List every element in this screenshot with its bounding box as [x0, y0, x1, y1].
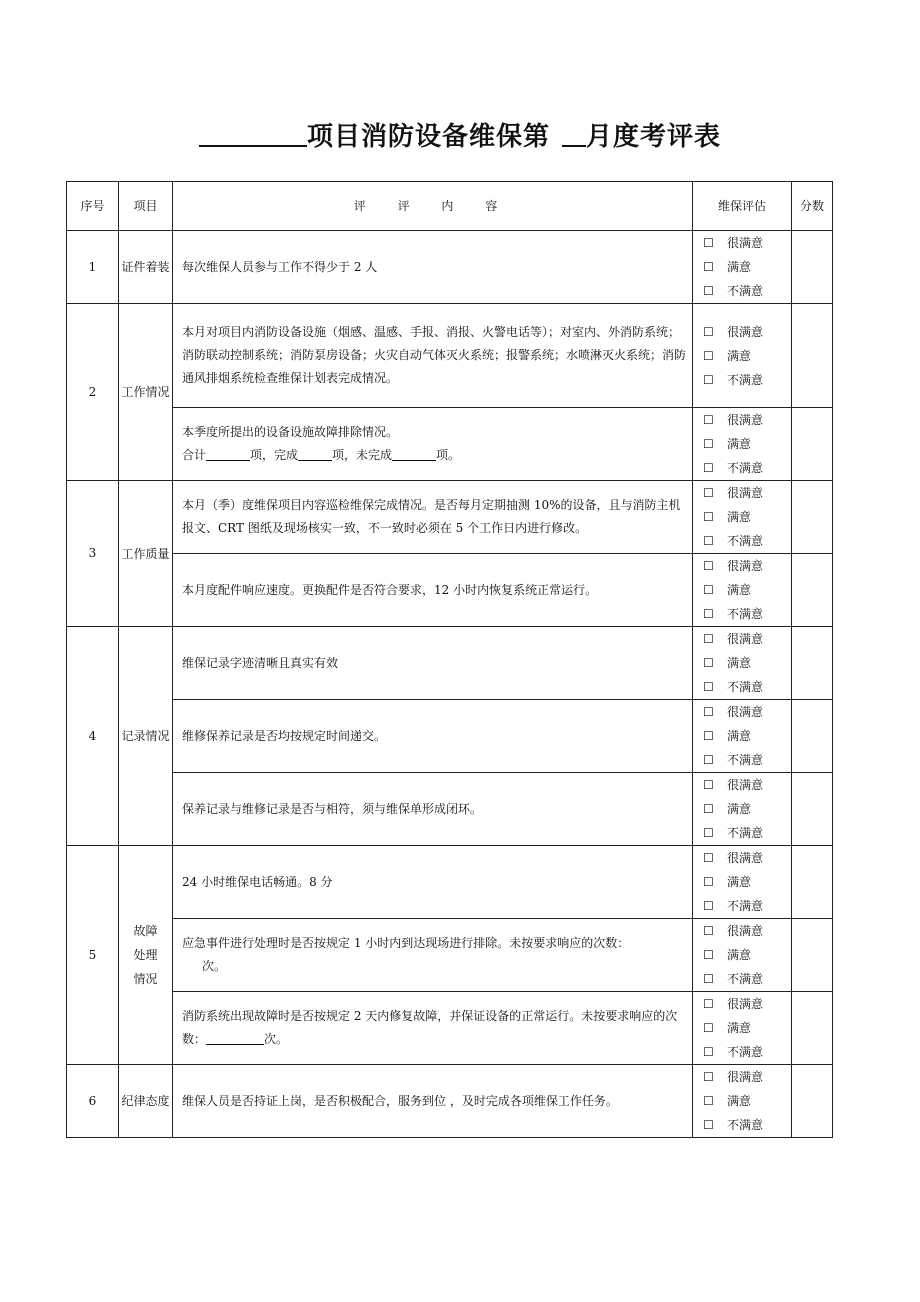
- eval-options: [693, 773, 792, 846]
- eval-option-label: 满意: [727, 437, 752, 451]
- score-cell[interactable]: [792, 627, 833, 700]
- checkbox-icon[interactable]: ☐: [703, 461, 714, 475]
- month-blank[interactable]: [562, 125, 586, 147]
- eval-option-label: 满意: [727, 729, 752, 743]
- eval-options: [693, 846, 792, 919]
- checkbox-icon[interactable]: ☐: [703, 583, 714, 597]
- table-row: [67, 919, 833, 992]
- table-row: [67, 700, 833, 773]
- checkbox-icon[interactable]: ☐: [703, 632, 714, 646]
- row-content: 本月度配件响应速度。更换配件是否符合要求，12 小时内恢复系统正常运行。: [173, 554, 693, 627]
- row-no: 5: [67, 846, 119, 1065]
- checkbox-icon[interactable]: ☐: [703, 729, 714, 743]
- eval-option-label: 满意: [727, 260, 752, 274]
- checkbox-icon[interactable]: ☐: [703, 656, 714, 670]
- row-content: 应急事件进行处理时是否按规定 1 小时内到达现场进行排除。未按要求响应的次数： 次。: [173, 919, 693, 992]
- checkbox-icon[interactable]: ☐: [703, 802, 714, 816]
- eval-option-label: 不满意: [727, 461, 764, 475]
- checkbox-icon[interactable]: ☐: [703, 875, 714, 889]
- row-item: 纪律态度: [119, 1065, 173, 1138]
- eval-option-label: 不满意: [727, 1045, 764, 1059]
- checkbox-icon[interactable]: ☐: [703, 899, 714, 913]
- row-no: 6: [67, 1065, 119, 1138]
- eval-option[interactable]: [703, 967, 791, 991]
- checkbox-icon[interactable]: ☐: [703, 413, 714, 427]
- response-count-blank[interactable]: [206, 1030, 264, 1045]
- eval-option[interactable]: [703, 748, 791, 772]
- row-content: 维保人员是否持证上岗，是否积极配合，服务到位 ，及时完成各项维保工作任务。: [173, 1065, 693, 1138]
- eval-option[interactable]: [703, 1089, 791, 1113]
- checkbox-icon[interactable]: ☐: [703, 753, 714, 767]
- header-no: 序号: [67, 182, 119, 231]
- eval-option-label: 很满意: [727, 705, 764, 719]
- row-item: 工作质量: [119, 481, 173, 627]
- score-cell[interactable]: [792, 231, 833, 304]
- row-no: 4: [67, 627, 119, 846]
- header-content: 评 评 内 容: [173, 182, 693, 231]
- done-blank[interactable]: [298, 446, 332, 461]
- checkbox-icon[interactable]: ☐: [703, 324, 714, 339]
- checkbox-icon[interactable]: ☐: [703, 1021, 714, 1035]
- eval-option-label: 满意: [727, 656, 752, 670]
- project-name-blank[interactable]: [199, 125, 307, 147]
- eval-option-label: 满意: [727, 875, 752, 889]
- eval-option[interactable]: [703, 529, 791, 553]
- checkbox-icon[interactable]: ☐: [703, 437, 714, 451]
- eval-option[interactable]: [703, 602, 791, 626]
- table-row: [67, 773, 833, 846]
- eval-option[interactable]: [703, 1113, 791, 1137]
- checkbox-icon[interactable]: ☐: [703, 1070, 714, 1084]
- row-no: 2: [67, 304, 119, 481]
- eval-option[interactable]: [703, 481, 791, 505]
- score-cell[interactable]: [792, 700, 833, 773]
- eval-option[interactable]: [703, 627, 791, 651]
- checkbox-icon[interactable]: ☐: [703, 924, 714, 938]
- checkbox-icon[interactable]: ☐: [703, 1094, 714, 1108]
- row-content: 维修保养记录是否均按规定时间递交。: [173, 700, 693, 773]
- table-row: [67, 627, 833, 700]
- eval-option[interactable]: [703, 1040, 791, 1064]
- checkbox-icon[interactable]: ☐: [703, 260, 714, 274]
- table-row: [67, 554, 833, 627]
- eval-option-label: 很满意: [727, 778, 764, 792]
- page-title: [0, 116, 920, 153]
- checkbox-icon[interactable]: ☐: [703, 851, 714, 865]
- eval-option[interactable]: [703, 456, 791, 480]
- eval-option-label: 很满意: [727, 324, 764, 339]
- score-cell[interactable]: [792, 1065, 833, 1138]
- header-score: 分数: [792, 182, 833, 231]
- eval-options: [693, 992, 792, 1065]
- eval-options: [693, 627, 792, 700]
- eval-option-label: 不满意: [727, 534, 764, 548]
- eval-option[interactable]: [703, 1065, 791, 1089]
- checkbox-icon[interactable]: ☐: [703, 680, 714, 694]
- eval-options: [693, 1065, 792, 1138]
- eval-option[interactable]: [703, 432, 791, 456]
- score-cell[interactable]: [792, 773, 833, 846]
- undone-blank[interactable]: [392, 446, 436, 461]
- header-eval: 维保评估: [693, 182, 792, 231]
- checkbox-icon[interactable]: ☐: [703, 972, 714, 986]
- table-row: [67, 846, 833, 919]
- row-content: 每次维保人员参与工作不得少于 2 人: [173, 231, 693, 304]
- eval-option-label: 很满意: [727, 236, 764, 250]
- eval-option[interactable]: [703, 919, 791, 943]
- eval-option[interactable]: [703, 255, 791, 279]
- eval-option-label: 满意: [727, 348, 752, 363]
- score-cell[interactable]: [792, 919, 833, 992]
- eval-option[interactable]: [703, 368, 791, 392]
- eval-option[interactable]: [703, 279, 791, 303]
- table-row: [67, 231, 833, 304]
- row-content: 本月（季）度维保项目内容巡检维保完成情况。是否每月定期抽测 10%的设备，且与消防主机报文、CRT 图纸及现场核实一致，不一致时必须在 5 个工作日内进行修改。: [173, 481, 693, 554]
- eval-option[interactable]: [703, 870, 791, 894]
- eval-options: [693, 231, 792, 304]
- eval-option-label: 不满意: [727, 284, 764, 298]
- checkbox-icon[interactable]: ☐: [703, 607, 714, 621]
- eval-option[interactable]: [703, 578, 791, 602]
- eval-option[interactable]: [703, 675, 791, 699]
- eval-option-label: 不满意: [727, 1118, 764, 1132]
- eval-option-label: 不满意: [727, 680, 764, 694]
- checkbox-icon[interactable]: ☐: [703, 372, 714, 387]
- table-row: [67, 304, 833, 408]
- title-main: 项目消防设备维保第: [306, 122, 550, 152]
- eval-options: [693, 408, 792, 481]
- eval-option-label: 不满意: [727, 607, 764, 621]
- eval-option-label: 不满意: [727, 972, 764, 986]
- eval-option-label: 满意: [727, 510, 752, 524]
- row-no: 3: [67, 481, 119, 627]
- eval-option-label: 不满意: [727, 826, 764, 840]
- checkbox-icon[interactable]: ☐: [703, 997, 714, 1011]
- eval-option[interactable]: [703, 231, 791, 255]
- evaluation-table: [66, 181, 833, 1138]
- checkbox-icon[interactable]: ☐: [703, 705, 714, 719]
- row-item: 故障处理情况: [119, 846, 173, 1065]
- checkbox-icon[interactable]: ☐: [703, 1045, 714, 1059]
- eval-option-label: 很满意: [727, 632, 764, 646]
- checkbox-icon[interactable]: ☐: [703, 284, 714, 298]
- eval-options: [693, 304, 792, 408]
- checkbox-icon[interactable]: ☐: [703, 1118, 714, 1132]
- checkbox-icon[interactable]: ☐: [703, 534, 714, 548]
- eval-option[interactable]: [703, 992, 791, 1016]
- table-row: [67, 481, 833, 554]
- eval-option[interactable]: [703, 943, 791, 967]
- eval-options: [693, 919, 792, 992]
- title-suffix: 月度考评表: [586, 122, 722, 152]
- row-content: 本月对项目内消防设备设施（烟感、温感、手报、消报、火警电话等）；对室内、外消防系统；消防联动控制系统；消防泵房设备；火灾自动气体灭火系统；报警系统；水喷淋灭火系统；消防通风排烟系统检查维保计划表完成情况。: [173, 304, 693, 408]
- eval-options: [693, 481, 792, 554]
- eval-option-label: 很满意: [727, 924, 764, 938]
- eval-option[interactable]: [703, 846, 791, 870]
- header-item: 项目: [119, 182, 173, 231]
- checkbox-icon[interactable]: ☐: [703, 486, 714, 500]
- eval-option[interactable]: [703, 894, 791, 918]
- eval-option-label: 很满意: [727, 559, 764, 573]
- eval-option[interactable]: [703, 651, 791, 675]
- eval-option[interactable]: [703, 773, 791, 797]
- total-blank[interactable]: [206, 446, 250, 461]
- eval-option-label: 不满意: [727, 899, 764, 913]
- score-cell[interactable]: [792, 481, 833, 554]
- eval-option-label: 满意: [727, 583, 752, 597]
- eval-option-label: 满意: [727, 1094, 752, 1108]
- score-cell[interactable]: [792, 846, 833, 919]
- row-item: 证件着装: [119, 231, 173, 304]
- eval-option-label: 很满意: [727, 997, 764, 1011]
- table-row: [67, 408, 833, 481]
- eval-option-label: 满意: [727, 948, 752, 962]
- table-row: [67, 1065, 833, 1138]
- eval-option-label: 满意: [727, 1021, 752, 1035]
- eval-option[interactable]: [703, 700, 791, 724]
- eval-option-label: 满意: [727, 802, 752, 816]
- eval-option-label: 很满意: [727, 851, 764, 865]
- score-cell[interactable]: [792, 304, 833, 408]
- eval-option-label: 很满意: [727, 1070, 764, 1084]
- score-cell[interactable]: [792, 992, 833, 1065]
- checkbox-icon[interactable]: ☐: [703, 510, 714, 524]
- eval-option-label: 很满意: [727, 486, 764, 500]
- score-cell[interactable]: [792, 408, 833, 481]
- checkbox-icon[interactable]: ☐: [703, 778, 714, 792]
- table-header-row: [67, 182, 833, 231]
- row-content: 本季度所提出的设备设施故障排除情况。 合计 项，完成 项，未完成 项。: [173, 408, 693, 481]
- checkbox-icon[interactable]: ☐: [703, 236, 714, 250]
- eval-option[interactable]: [703, 821, 791, 845]
- eval-option-label: 很满意: [727, 413, 764, 427]
- eval-option[interactable]: [703, 554, 791, 578]
- eval-options: [693, 554, 792, 627]
- eval-option[interactable]: [703, 408, 791, 432]
- row-item: 记录情况: [119, 627, 173, 846]
- eval-option[interactable]: [703, 320, 791, 344]
- checkbox-icon[interactable]: ☐: [703, 826, 714, 840]
- row-content: 消防系统出现故障时是否按规定 2 天内修复故障，并保证设备的正常运行。未按要求响应的次数： 次。: [173, 992, 693, 1065]
- row-no: 1: [67, 231, 119, 304]
- row-content: 24 小时维保电话畅通。8 分: [173, 846, 693, 919]
- eval-option[interactable]: [703, 724, 791, 748]
- eval-option[interactable]: [703, 1016, 791, 1040]
- table-row: [67, 992, 833, 1065]
- row-item: 工作情况: [119, 304, 173, 481]
- eval-option[interactable]: [703, 797, 791, 821]
- score-cell[interactable]: [792, 554, 833, 627]
- row-content: 保养记录与维修记录是否与相符，须与维保单形成闭环。: [173, 773, 693, 846]
- eval-option-label: 不满意: [727, 753, 764, 767]
- eval-option[interactable]: [703, 505, 791, 529]
- eval-options: [693, 700, 792, 773]
- eval-option-label: 不满意: [727, 372, 764, 387]
- checkbox-icon[interactable]: ☐: [703, 348, 714, 363]
- checkbox-icon[interactable]: ☐: [703, 948, 714, 962]
- checkbox-icon[interactable]: ☐: [703, 559, 714, 573]
- eval-option[interactable]: [703, 344, 791, 368]
- row-content: 维保记录字迹清晰且真实有效: [173, 627, 693, 700]
